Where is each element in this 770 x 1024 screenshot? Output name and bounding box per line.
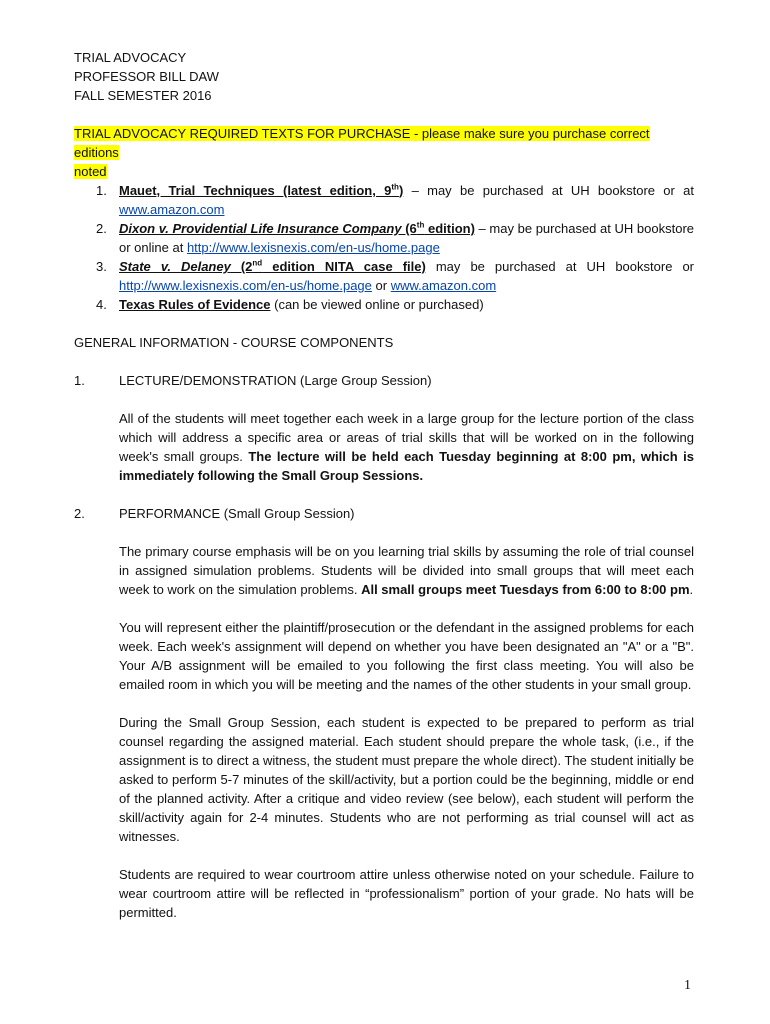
required-texts-heading: TRIAL ADVOCACY REQUIRED TEXTS FOR PURCHASE - please make sure you purchase correct editions noted bbox=[74, 126, 650, 179]
general-info-heading: GENERAL INFORMATION - COURSE COMPONENTS bbox=[74, 335, 394, 350]
assignment-paragraph: You will represent either the plaintiff/prosecution or the defendant in the assigned problems for each week. Each week's assignment will depend on whether you have been designated an "A" or a "B". Your A/B assignment will be emailed to you following the first class meeting. You will also be emailed room in which you will be meeting and the names of the other students in your small group. bbox=[119, 620, 694, 692]
professor-name: PROFESSOR BILL DAW bbox=[74, 69, 219, 84]
case-title: Dixon v. Providential Life Insurance Company bbox=[119, 221, 402, 236]
amazon-link[interactable]: www.amazon.com bbox=[119, 202, 225, 217]
performance-paragraph: The primary course emphasis will be on you learning trial skills by assuming the role of trial counsel in assigned simulation problems. Students will be divided into small groups that will meet each week to work on the simulation problems. All small groups meet Tuesdays from 6:00 to 8:00 pm. bbox=[119, 544, 694, 597]
document-page bbox=[74, 48, 694, 922]
course-title: TRIAL ADVOCACY bbox=[74, 50, 187, 65]
lecture-paragraph: All of the students will meet together each week in a large group for the lecture portion of the class which will address a specific area or areas of trial skills that will be worked on in the following week's small groups. The lecture will be held each Tuesday beginning at 8:00 pm, which is immediately following the Small Group Sessions. bbox=[119, 411, 694, 483]
list-item: 1. Mauet, Trial Techniques (latest edition, 9th) – may be purchased at UH bookstore or at www.amazon.com bbox=[96, 182, 694, 217]
semester: FALL SEMESTER 2016 bbox=[74, 88, 212, 103]
book-title: Mauet, Trial Techniques (latest edition, 9th) bbox=[119, 182, 404, 198]
section-heading: 2. PERFORMANCE (Small Group Session) bbox=[74, 506, 355, 521]
lexisnexis-link[interactable]: http://www.lexisnexis.com/en-us/home.page bbox=[186, 240, 440, 255]
required-texts-list bbox=[74, 181, 694, 314]
list-item: 4. Texas Rules of Evidence (can be viewed online or purchased) bbox=[96, 297, 484, 312]
list-item: 2. Dixon v. Providential Life Insurance Company (6th edition) – may be purchased at UH bookstore or online at http://www.lexisnexis.com/en-us/home.page bbox=[96, 220, 695, 255]
case-file-title: State v. Delaney bbox=[119, 259, 231, 274]
list-item: 3. State v. Delaney (2nd edition NITA case file) may be purchased at UH bookstore or http://www.lexisnexis.com/en-us/home.page or www.amazon.com bbox=[96, 258, 695, 293]
attire-paragraph: Students are required to wear courtroom attire unless otherwise noted on your schedule. Failure to wear courtroom attire will be reflected in “professionalism” portion of your grade. No hats will be permitted. bbox=[119, 867, 694, 920]
page-number: 1 bbox=[684, 978, 691, 993]
section-heading: 1. LECTURE/DEMONSTRATION (Large Group Session) bbox=[74, 373, 432, 388]
amazon-link[interactable]: www.amazon.com bbox=[390, 278, 497, 293]
lexisnexis-link[interactable]: http://www.lexisnexis.com/en-us/home.page bbox=[119, 278, 372, 293]
book-title: Texas Rules of Evidence bbox=[119, 297, 271, 312]
session-paragraph: During the Small Group Session, each student is expected to be prepared to perform as trial counsel regarding the assigned material. Each student should prepare the whole task, (i.e., if the assignment is to direct a witness, the student must prepare the whole direct). The student initially be asked to perform 5-7 minutes of the skill/activity, but a portion could be the beginning, middle or end of the planned activity. After a critique and video review (see below), each student will perform the skill/activity again for 2-4 minutes. Students who are not performing as trial counsel will act as witnesses. bbox=[119, 715, 694, 844]
